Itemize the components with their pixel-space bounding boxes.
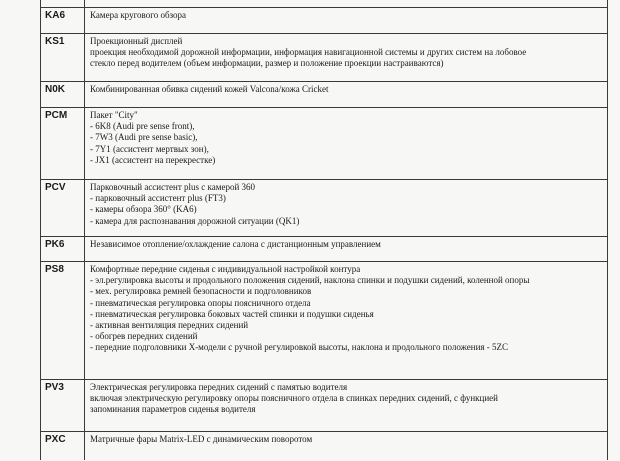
table-row <box>41 107 607 180</box>
table-row <box>41 33 607 82</box>
description-line: - 7W3 (Audi pre sense basic), <box>90 132 198 143</box>
option-code: KS1 <box>45 36 65 47</box>
option-description <box>90 182 601 227</box>
description-line: - передние подголовники X-модели с ручной регулировкой высоты, наклона и продольного положения - 5ZC <box>90 342 509 353</box>
option-code: N0K <box>45 84 66 95</box>
description-line: - пневматическая регулировка опоры поясничного отдела <box>90 297 311 308</box>
option-code: PXC <box>45 434 66 445</box>
table-row <box>41 379 607 432</box>
option-description <box>90 264 601 354</box>
description-line: Электрическая регулировка передних сидений с памятью водителя <box>90 382 348 392</box>
option-code: KA6 <box>45 10 66 21</box>
description-line: Парковочный ассистент plus с камерой 360 <box>90 182 256 192</box>
description-line: - активная вентиляция передних сидений <box>90 320 249 331</box>
option-description <box>90 382 601 416</box>
description-line: - обогрев передних сидений <box>90 331 198 342</box>
description-line: включая электрическую регулировку опоры поясничного отдела в спинках передних сидений, с функцией <box>90 393 498 404</box>
option-description <box>90 434 601 445</box>
table-row <box>41 7 607 34</box>
option-description <box>90 84 601 95</box>
description-line: - JX1 (ассистент на перекрестке) <box>90 154 216 165</box>
table-row <box>41 81 607 108</box>
description-line: - 6K8 (Audi pre sense front), <box>90 121 195 132</box>
description-line: - пневматическая регулировка боковых частей спинки и подушки сиденья <box>90 308 374 319</box>
table-row <box>41 179 607 237</box>
description-line: Пакет "City" <box>90 110 138 120</box>
description-line: Проекционный дисплей <box>90 36 183 46</box>
description-line: - 7Y1 (ассистент мертвых зон), <box>90 143 209 154</box>
description-line: - парковочный ассистент plus (FT3) <box>90 193 226 204</box>
option-code: PCM <box>45 110 68 121</box>
table-row <box>41 431 607 461</box>
description-line: Матричные фары Matrix-LED с динамическим поворотом <box>90 434 313 444</box>
description-line: - камера для распознавания дорожной ситуации (QK1) <box>90 215 300 226</box>
option-description <box>90 36 601 70</box>
description-line: проекция необходимой дорожной информации, информация навигационной системы и других систем на лобовое <box>90 47 527 58</box>
description-line: Комбинированная обивка сидений кожей Valcona/кожа Cricket <box>90 84 329 94</box>
description-line: Комфортные передние сиденья с индивидуальной настройкой контура <box>90 264 361 274</box>
description-line: стекло перед водителем (объем информации, размер и положение проекции настраиваются) <box>90 58 444 69</box>
option-code: PV3 <box>45 382 64 393</box>
option-description <box>90 10 601 21</box>
description-line: Камера кругового обзора <box>90 10 187 20</box>
option-code: PS8 <box>45 264 64 275</box>
description-line: запоминания параметров сиденья водителя <box>90 404 256 415</box>
option-code: PCV <box>45 182 66 193</box>
description-line: - эл.регулировка высоты и продольного положения сидений, наклона спинки и подушки сидений, коленной опоры <box>90 275 530 286</box>
option-description <box>90 239 601 250</box>
description-line: - мех. регулировка ремней безопасности и подголовников <box>90 286 312 297</box>
table-row <box>41 261 607 380</box>
option-description <box>90 110 601 166</box>
option-code: PK6 <box>45 239 65 250</box>
table-row <box>41 236 607 262</box>
description-line: Независимое отопление/охлаждение салона с дистанционным управлением <box>90 239 381 249</box>
options-table <box>40 0 608 460</box>
description-line: - камеры обзора 360° (KA6) <box>90 204 197 215</box>
